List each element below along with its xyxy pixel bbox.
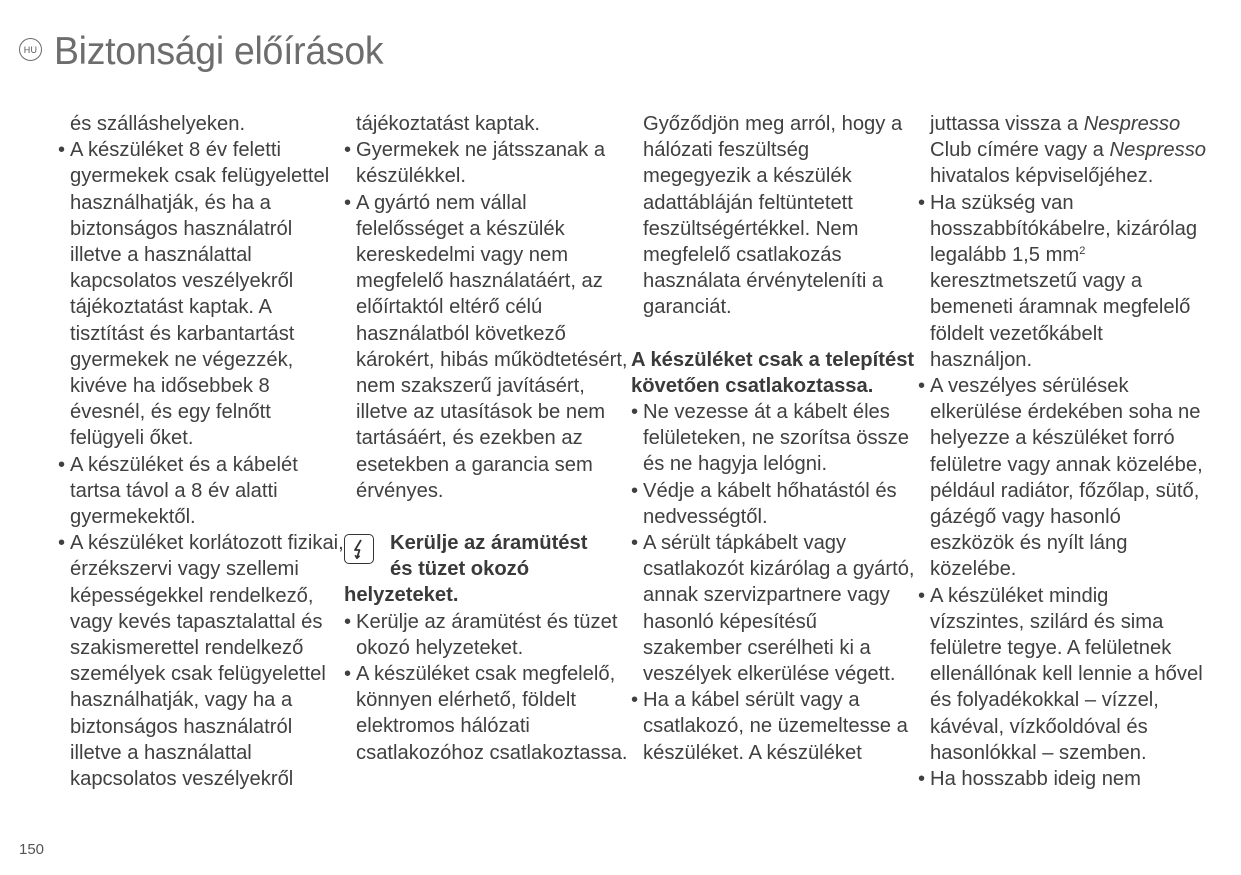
warning-heading-line-2: és tüzet okozó (390, 558, 530, 581)
list-item: • A sérült tápkábelt vagy csatlakozót kizárólag a gyártó, annak szervizpartnere vagy hasonló képesítésű szakember cserélheti ki a veszélyek elkerülése végett. (631, 530, 921, 687)
brand-name: Nespresso (1083, 113, 1181, 135)
list-item: • Kerülje az áramütést és tüzet okozó helyzeteket. (344, 609, 634, 661)
continued-text (918, 111, 1208, 190)
list-item: • A gyártó nem vállal felelősséget a készülék kereskedelmi vagy nem megfelelő használatáért, az előírtaktól eltérő célú használatból következő károkért, hibás működtetésért, nem szakszerű javításért, illetve az utasítások be nem tartásáért, és ezekben az esetekben a garancia sem érvényes. (344, 190, 634, 504)
superscript: 2 (1079, 245, 1086, 258)
text-column-1 (58, 111, 348, 792)
list-item: • Ha hosszabb ideig nem (918, 766, 1208, 792)
text-span: keresztmetszetű vagy a bemeneti áramnak megfelelő földelt vezetőkábelt használjon. (930, 270, 1191, 371)
list-item: • Védje a kábelt hőhatástól és nedvességtől. (631, 478, 921, 530)
text-span: Ha szükség van hosszabbítókábelre, kizárólag legalább 1,5 mm (930, 191, 1198, 267)
spacer (631, 321, 921, 347)
list-item: • A készüléket és a kábelét tartsa távol a 8 év alatti gyermekektől. (58, 452, 348, 531)
spacer (344, 504, 634, 530)
page-title: Biztonsági előírások (54, 30, 384, 73)
section-heading: A készüléket csak a telepítést követően csatlakoztassa. (631, 348, 915, 397)
text-column-3 (631, 111, 921, 766)
page-header (19, 30, 397, 74)
electric-shock-warning-icon (344, 534, 374, 564)
warning-heading (344, 530, 634, 609)
lightning-bolt-icon (352, 539, 366, 559)
list-item: • Ha a kábel sérült vagy a csatlakozó, ne üzemeltesse a készüléket. A készüléket (631, 687, 921, 766)
list-item: • Gyermekek ne játsszanak a készülékkel. (344, 137, 634, 189)
list-item: • A veszélyes sérülések elkerülése érdekében soha ne helyezze a készüléket forró felületre vagy annak közelébe, például radiátor, főzőlap, sütő, gázégő vagy hasonló eszközök és nyílt láng közelébe. (918, 373, 1208, 583)
language-badge: HU (19, 38, 42, 61)
continued-text: Győződjön meg arról, hogy a hálózati feszültség megegyezik a készülék adattábláján feltüntetett feszültségértékkel. Nem megfelelő csatlakozás használata érvényteleníti a garanciát. (643, 113, 903, 319)
text-span: hivatalos képviselőjéhez. (930, 165, 1154, 188)
continued-text: tájékoztatást kaptak. (356, 113, 541, 135)
text-span: juttassa vissza a (930, 113, 1084, 135)
brand-name: Nespresso (1109, 139, 1207, 162)
list-item (918, 190, 1208, 373)
warning-heading-line-3: helyzeteket. (344, 584, 459, 607)
text-column-4 (918, 111, 1208, 792)
warning-heading-line-1: Kerülje az áramütést (390, 532, 588, 555)
list-item: • A készüléket csak megfelelő, könnyen elérhető, földelt elektromos hálózati csatlakozóhoz csatlakoztassa. (344, 661, 634, 766)
list-item: • A készüléket mindig vízszintes, szilárd és sima felületre tegye. A felületnek ellenállónak kell lennie a hővel és folyadékokkal – vízzel, kávéval, vízkőoldóval és hasonlókkal – szemben. (918, 583, 1208, 766)
text-column-2 (344, 111, 634, 766)
continued-text: és szálláshelyeken. (70, 113, 246, 135)
list-item: • Ne vezesse át a kábelt éles felületeken, ne szorítsa össze és ne hagyja lelógni. (631, 399, 921, 478)
text-span: Club címére vagy a (930, 139, 1110, 162)
page-number: 150 (19, 841, 45, 858)
list-item: • A készüléket 8 év feletti gyermekek csak felügyelettel használhatják, és ha a biztonságos használatról illetve a használattal kapcsolatos veszélyekről tájékoztatást kaptak. A tisztítást és karbantartást gyermekek ne végezzék, kivéve ha idősebbek 8 évesnél, és egy felnőtt felügyeli őket. (58, 137, 348, 451)
list-item: • A készüléket korlátozott fizikai, érzékszervi vagy szellemi képességekkel rendelkező, vagy kevés tapasztalattal és szakismerettel rendelkező személyek csak felügyelettel használhatják, vagy ha a biztonságos használatról illetve a használattal kapcsolatos veszélyekről (58, 530, 348, 792)
